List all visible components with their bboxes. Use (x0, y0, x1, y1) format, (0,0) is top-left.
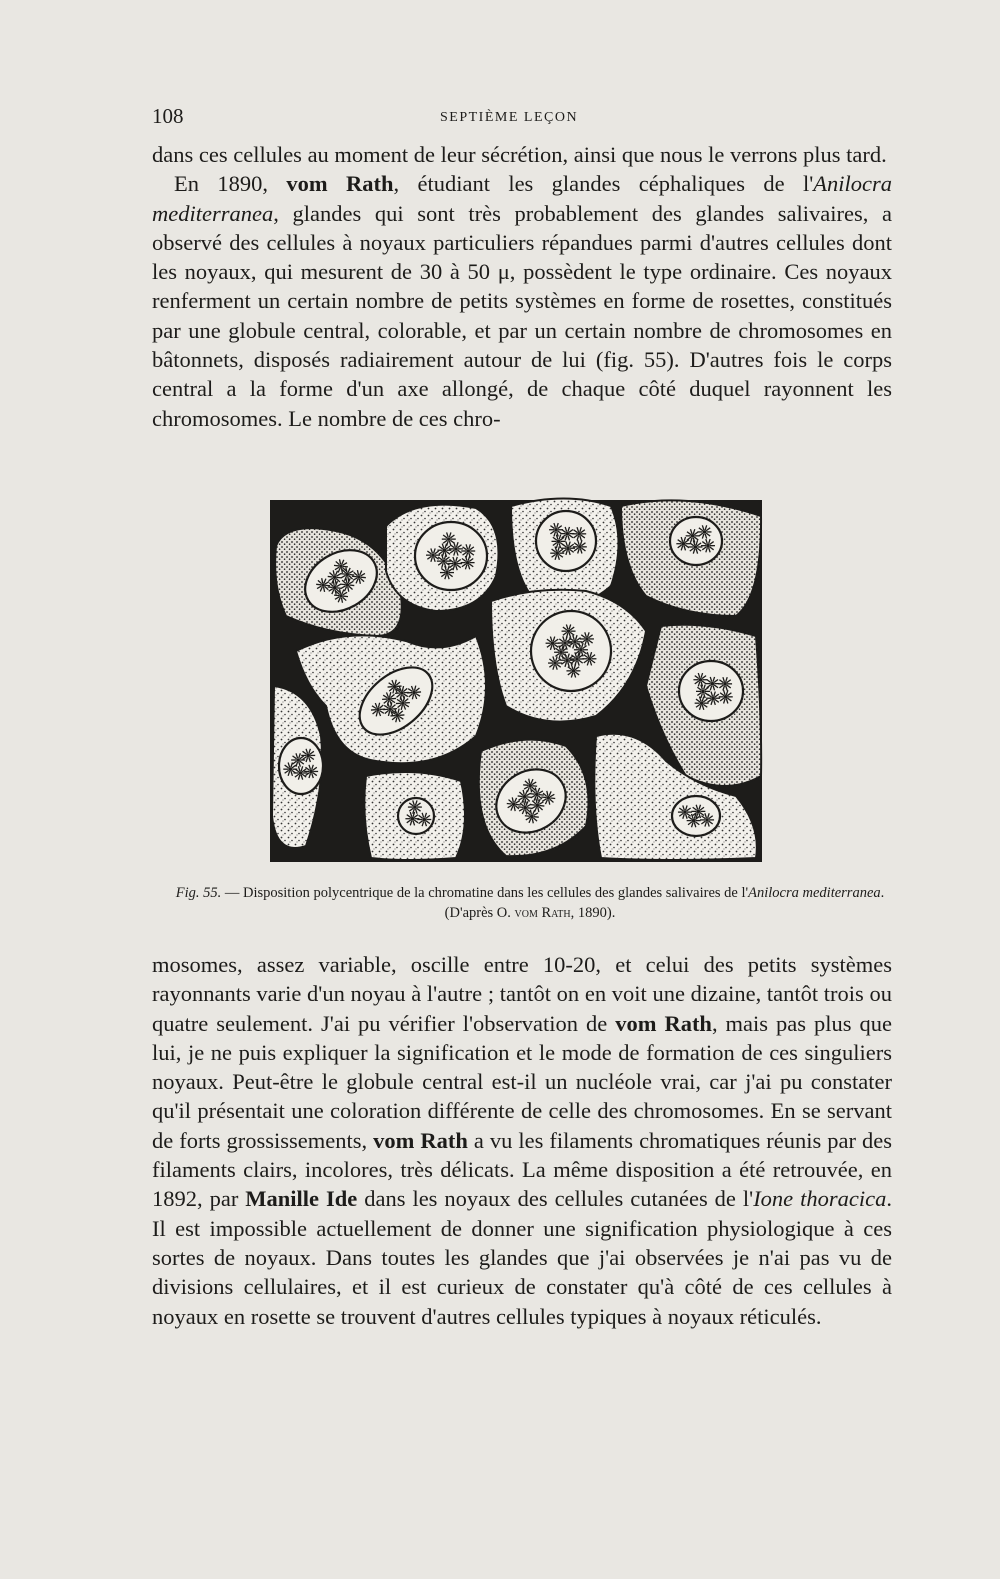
species-name: Anilocra mediterranea (152, 171, 893, 226)
central-globule (306, 754, 310, 758)
central-globule (466, 549, 470, 553)
paragraph (152, 950, 892, 1331)
author-name: Manille Ide (245, 1186, 358, 1212)
central-globule (411, 817, 415, 821)
central-globule (691, 534, 695, 538)
text-block-top (152, 140, 892, 433)
nucleus (531, 611, 611, 691)
central-globule (551, 641, 555, 645)
central-globule (706, 544, 710, 548)
central-globule (703, 530, 707, 534)
central-globule (447, 537, 451, 541)
central-globule (466, 561, 470, 565)
central-globule (699, 678, 703, 682)
author-name: vom Rath (615, 1010, 712, 1036)
figure-label: Fig. 55. (175, 885, 222, 901)
central-globule (413, 805, 417, 809)
central-globule (700, 701, 704, 705)
central-globule (711, 696, 715, 700)
text-run: a vu les filaments chromatiques réunis par des filaments clairs, incolores, très délicats. La même disposition a été retrouvée, en 1892, par (152, 1127, 892, 1212)
nucleus-membrane (536, 511, 596, 571)
central-globule (723, 682, 727, 686)
central-globule (288, 767, 292, 771)
central-globule (579, 648, 583, 652)
nucleus-membrane (531, 611, 611, 691)
central-globule (573, 640, 577, 644)
central-globule (559, 650, 563, 654)
text-run: dans les noyaux des cellules cutanées de l' (357, 1186, 754, 1212)
central-globule (697, 810, 701, 814)
author-name: vom Rath (373, 1127, 468, 1153)
central-globule (454, 547, 458, 551)
text-run: , 1890). (570, 905, 616, 921)
nucleus-membrane (415, 522, 487, 590)
central-globule (431, 553, 435, 557)
central-globule (711, 682, 715, 686)
nucleus-membrane (670, 517, 722, 565)
text-block-bottom (152, 950, 892, 1331)
paragraph (152, 140, 892, 169)
figure-caption (168, 883, 892, 923)
central-globule (309, 770, 313, 774)
text-run: — Disposition polycentrique de la chromatine dans les cellules des glandes salivaires de l' (221, 885, 749, 901)
text-run: . (D'après O. (444, 885, 885, 921)
text-run: dans ces cellules au moment de leur sécrétion, ainsi que nous le verrons plus tard. (152, 142, 887, 167)
nucleus-membrane (679, 661, 743, 721)
central-globule (572, 669, 576, 673)
nucleus (670, 517, 722, 565)
central-globule (443, 548, 447, 552)
nucleus (415, 522, 487, 590)
central-globule (445, 571, 449, 575)
central-globule (692, 819, 696, 823)
text-run: , étudiant les glandes céphaliques de l' (393, 171, 814, 197)
species-name: Anilocra mediterranea (748, 885, 881, 901)
nucleus (279, 738, 323, 794)
figure-illustration (266, 486, 766, 866)
nucleus (672, 796, 720, 836)
central-globule (553, 661, 557, 665)
paragraph (152, 169, 892, 433)
text-run: , glandes qui sont très probablement des glandes salivaires, a observé des cellules à noyaux particuliers répandues parmi d'autres cellules dont les noyaux, qui mesurent de 30 à 50 μ, possèdent le type ordinaire. Ces noyaux renferment un certain nombre de petits systèmes en forme de rosettes, constitués par une globule central, colorable, et par un certain nombre de chromosomes en bâtonnets, disposés radiairement autour de lui (fig. 55). D'autres fois le corps central a la forme d'un axe allongé, de chaque côté duquel rayonnent les chromosomes. Le nombre de ces chro- (152, 200, 892, 431)
page-number: 108 (152, 104, 184, 128)
text-run: En 1890, (174, 171, 287, 197)
species-name: Ione thoracica (753, 1186, 887, 1212)
nucleus (398, 798, 434, 834)
running-title: SEPTIÈME LEÇON (440, 110, 579, 125)
page-header (152, 104, 892, 132)
central-globule (565, 658, 569, 662)
central-globule (563, 641, 567, 645)
central-globule (566, 546, 570, 550)
central-globule (557, 540, 561, 544)
author-name: vom Rath (514, 905, 571, 921)
central-globule (724, 695, 728, 699)
central-globule (585, 637, 589, 641)
central-globule (554, 528, 558, 532)
central-globule (577, 532, 581, 536)
central-globule (566, 532, 570, 536)
central-globule (299, 771, 303, 775)
nucleus (536, 511, 596, 571)
central-globule (422, 818, 426, 822)
text-run: , mais pas plus que lui, je ne puis expliquer la signification et le mode de formation de ces singuliers noyaux. Peut-être le globule central est-il un nucléole vrai, car j'ai pu constater qu'il présentait une coloration différente de celle des chromosomes. En se servant de forts grossissements, (152, 1010, 892, 1153)
central-globule (705, 818, 709, 822)
central-globule (296, 758, 300, 762)
central-globule (442, 559, 446, 563)
central-globule (555, 551, 559, 555)
central-globule (575, 657, 579, 661)
central-globule (453, 562, 457, 566)
central-globule (682, 542, 686, 546)
central-globule (701, 690, 705, 694)
nucleus (679, 661, 743, 721)
central-globule (694, 545, 698, 549)
central-globule (588, 657, 592, 661)
text-run: mosomes, assez variable, oscille entre 10-20, et celui des petits systèmes rayonnants varie d'un noyau à l'autre ; tantôt on en voit une dizaine, tantôt trois ou quatre seulement. J'ai pu vérifier l'observation de (152, 952, 892, 1036)
central-globule (578, 545, 582, 549)
central-globule (567, 629, 571, 633)
central-globule (683, 810, 687, 814)
text-run: . Il est impossible actuellement de donner une signification physiologique à ces sortes de noyaux. Dans toutes les glandes que j'ai observées je n'ai pas vu de divisions cellulaires, et il est curieux de constater qu'à côté de ces cellules à noyaux en rosette se trouvent d'autres cellules typiques à noyaux réticulés. (152, 1186, 892, 1329)
author-name: vom Rath (286, 171, 394, 197)
cell-engraving (266, 486, 766, 866)
